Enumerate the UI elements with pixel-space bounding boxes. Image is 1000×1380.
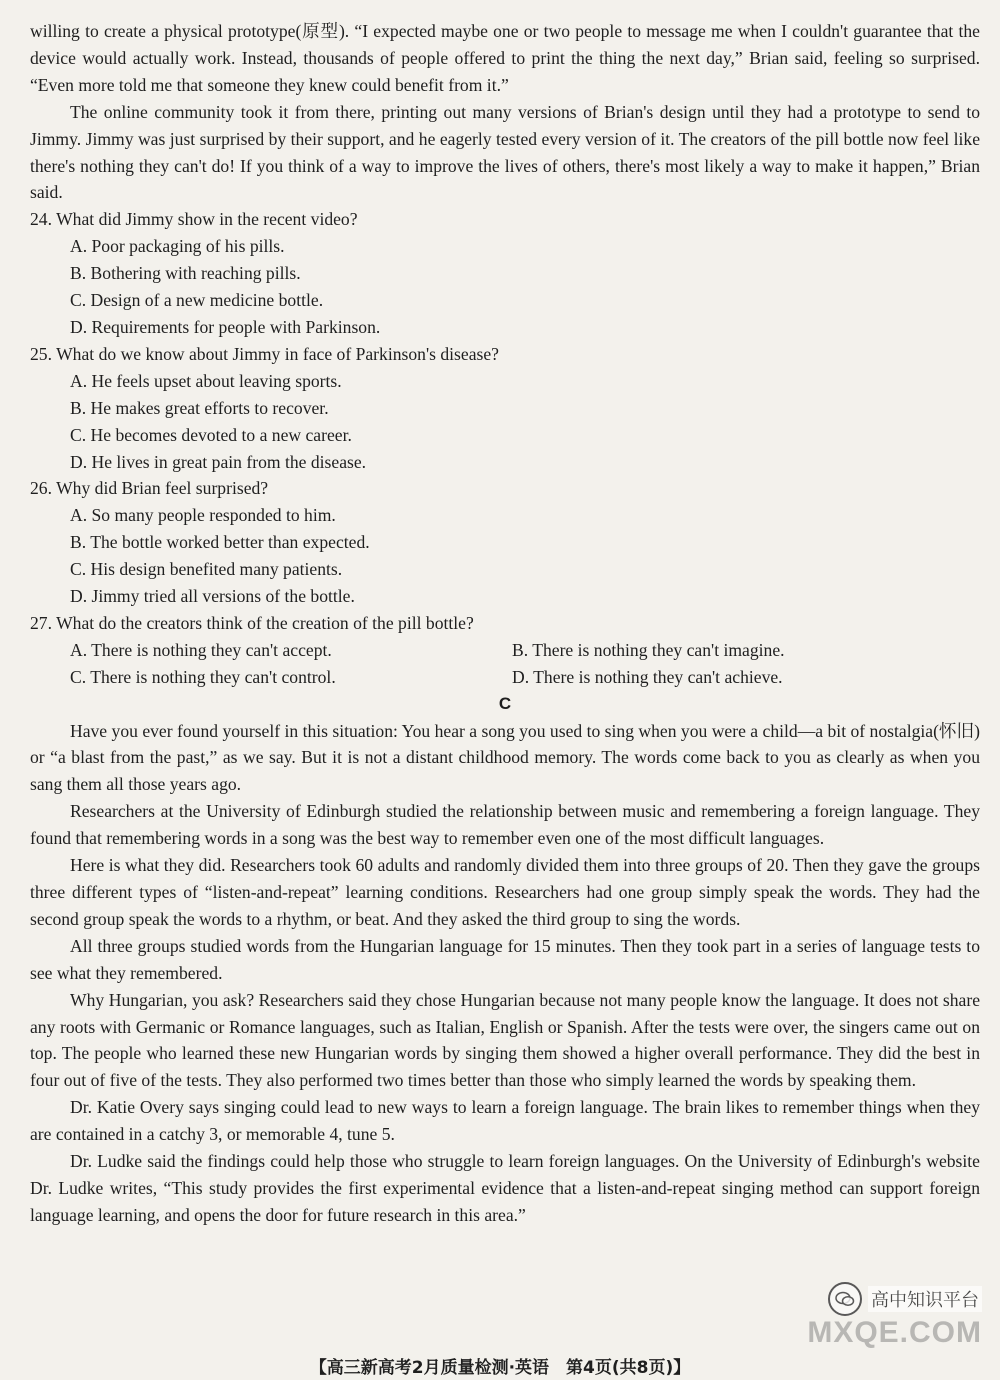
- question-stem: 24. What did Jimmy show in the recent video?: [30, 209, 358, 230]
- question-stem: 26. Why did Brian feel surprised?: [30, 478, 269, 499]
- question-stem: 25. What do we know about Jimmy in face of Parkinson's disease?: [30, 343, 499, 364]
- chat-bubble-icon: [835, 1291, 855, 1307]
- exam-page: [30, 18, 980, 1229]
- section-c-paragraph: Have you ever found yourself in this situation: You hear a song you used to sing when you were a child—a bit of nostalgia(怀旧) or “a blast from the past,” as we say. But it is not a distant childhood memory. The words come back to you as clearly as when you sang them all those years ago.: [30, 720, 980, 795]
- option-c: C. His design benefited many patients.: [70, 559, 343, 580]
- passage-b-paragraph-1: willing to create a physical prototype(原型). “I expected maybe one or two people to message me when I couldn't guarantee that the device would actually work. Instead, thousands of people offered to print the thing the next day,” Brian said, feeling so surprised. “Even more told me that someone they knew could benefit from it.”: [30, 21, 980, 95]
- page-footer: 【高三新高考2月质量检测·英语 第4页(共8页)】: [309, 1358, 691, 1378]
- option-b: B. Bothering with reaching pills.: [70, 263, 301, 284]
- watermark-header: [828, 1282, 982, 1316]
- option-d: D. He lives in great pain from the disease.: [70, 451, 367, 472]
- watermark-site: MXQE.COM: [807, 1316, 982, 1349]
- option-a: A. Poor packaging of his pills.: [70, 236, 285, 257]
- section-c-heading: C: [498, 693, 512, 713]
- question-27: [30, 610, 980, 691]
- option-c: C. Design of a new medicine bottle.: [70, 290, 324, 311]
- question-24: [30, 206, 980, 341]
- passage-b-paragraph-2: The online community took it from there, printing out many versions of Brian's design until they had a prototype to send to Jimmy. Jimmy was just surprised by their support, and he eagerly tested every version of it. The creators of the pill bottle now feel like there's nothing they can't do! If you think of a way to improve the lives of others, there's most likely a way to make it happen,” Brian said.: [30, 101, 980, 203]
- question-26: [30, 475, 980, 610]
- section-c-paragraph: Here is what they did. Researchers took 60 adults and randomly divided them into three groups of 20. Then they gave the groups three different types of “listen-and-repeat” learning conditions. Researchers had one group simply speak the words. They had the second group speak the words to a rhythm, or beat. And they asked the third group to sing the words.: [30, 855, 980, 929]
- option-a: A. So many people responded to him.: [70, 505, 336, 526]
- option-d: D. Requirements for people with Parkinson.: [70, 316, 381, 337]
- wechat-icon: [828, 1282, 862, 1316]
- option-c: C. He becomes devoted to a new career.: [70, 424, 352, 445]
- option-b: B. He makes great efforts to recover.: [70, 397, 329, 418]
- section-c-paragraph: Dr. Ludke said the findings could help those who struggle to learn foreign languages. On the University of Edinburgh's website Dr. Ludke writes, “This study provides the first experimental evidence that a listen-and-repeat singing method can support foreign language learning, and opens the door for future research in this area.”: [30, 1151, 980, 1225]
- watermark: [807, 1282, 982, 1350]
- option-row: [70, 637, 980, 664]
- option-a: A. There is nothing they can't accept.: [70, 639, 332, 660]
- option-c: C. There is nothing they can't control.: [70, 666, 336, 687]
- section-c-paragraph: Researchers at the University of Edinburgh studied the relationship between music and remembering a foreign language. They found that remembering words in a song was the best way to remember even one of the most difficult languages.: [30, 801, 980, 849]
- question-25: [30, 341, 980, 476]
- option-d: D. Jimmy tried all versions of the bottle.: [70, 586, 355, 607]
- option-b: B. The bottle worked better than expected.: [70, 532, 370, 553]
- option-b: B. There is nothing they can't imagine.: [512, 639, 785, 660]
- option-a: A. He feels upset about leaving sports.: [70, 370, 342, 391]
- section-c-paragraph: Why Hungarian, you ask? Researchers said they chose Hungarian because not many people know the language. It does not share any roots with Germanic or Romance languages, such as Italian, English or Spanish. After the tests were over, the singers came out on top. The people who learned these new Hungarian words by singing them showed a higher overall performance. They did the best in four out of five of the tests. They also performed two times better than those who simply learned the words by speaking them.: [30, 989, 980, 1091]
- question-stem: 27. What do the creators think of the creation of the pill bottle?: [30, 612, 474, 633]
- option-row: [70, 664, 980, 691]
- option-d: D. There is nothing they can't achieve.: [512, 666, 783, 687]
- watermark-name: 高中知识平台: [868, 1286, 982, 1312]
- section-c-paragraph: All three groups studied words from the Hungarian language for 15 minutes. Then they took part in a series of language tests to see what they remembered.: [30, 935, 980, 983]
- section-c-paragraph: Dr. Katie Overy says singing could lead to new ways to learn a foreign language. The brain likes to remember things when they are contained in a catchy 3, or memorable 4, tune 5.: [30, 1097, 980, 1145]
